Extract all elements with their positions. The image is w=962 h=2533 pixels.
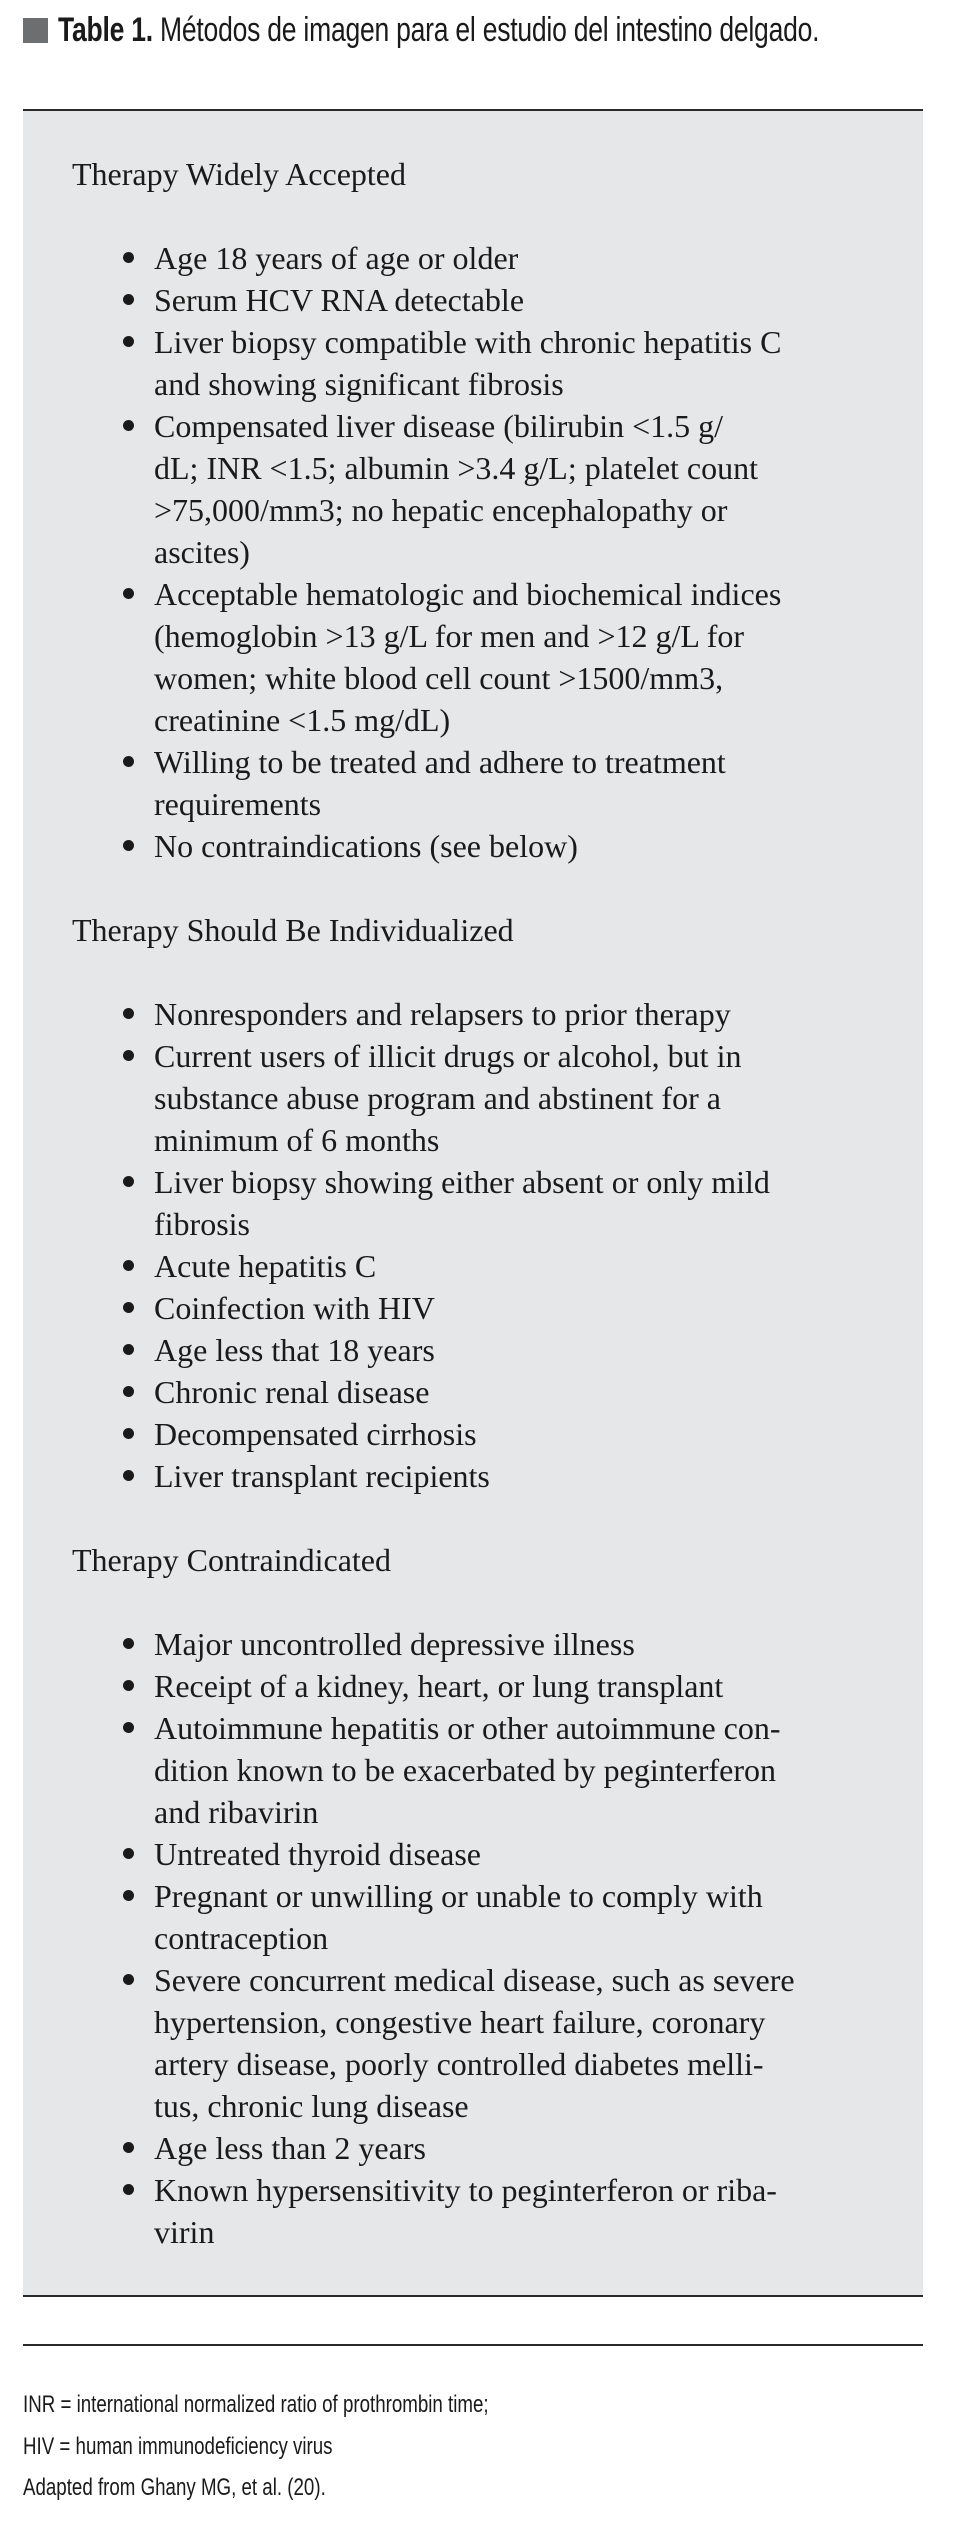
list-item-text: requirements [154,786,322,822]
list-item-text: Liver biopsy showing either absent or only mild [154,1164,770,1200]
bullet-icon [123,1890,134,1901]
bullet-icon [123,252,134,263]
list-item [72,1035,795,1161]
bullet-icon [123,1386,134,1397]
footnote-rule [23,2344,923,2346]
list-item-text: Acute hepatitis C [154,1248,377,1284]
bullet-icon [123,1302,134,1313]
table-title [23,10,962,50]
bullet-icon [123,1260,134,1271]
list-item [72,1665,795,1707]
bullet-icon [123,756,134,767]
bullet-list [72,1623,795,2253]
list-item-text: Current users of illicit drugs or alcohol, but in [154,1038,742,1074]
footnote-hiv: HIV = human immunodeficiency virus [23,2433,333,2460]
title-square-icon [23,18,48,43]
bullet-icon [123,1722,134,1733]
list-item-text: >75,000/mm3; no hepatic encephalopathy or [154,492,728,528]
list-item [72,1623,795,1665]
section-heading: Therapy Contraindicated [72,1542,391,1578]
list-item-text: (hemoglobin >13 g/L for men and >12 g/L for [154,618,745,654]
list-item [72,1245,795,1287]
list-item-text: Age less that 18 years [154,1332,435,1368]
list-item [72,825,795,867]
list-item-text: fibrosis [154,1206,250,1242]
list-item [72,573,795,741]
list-item-text: Known hypersensitivity to peginterferon or riba- [154,2172,777,2208]
list-item [72,1875,795,1959]
bullet-icon [123,1428,134,1439]
list-item [72,321,795,405]
table-caption: Métodos de imagen para el estudio del intestino delgado. [152,10,820,49]
list-item [72,1287,795,1329]
bullet-icon [123,588,134,599]
list-item-text: dition known to be exacerbated by peginterferon [154,1752,776,1788]
footnote-source: Adapted from Ghany MG, et al. (20). [23,2474,326,2501]
bullet-icon [123,336,134,347]
bullet-icon [123,1680,134,1691]
table-body [23,111,923,2296]
list-item-text: Liver biopsy compatible with chronic hepatitis C [154,324,782,360]
list-item [72,1161,795,1245]
bullet-icon [123,1008,134,1019]
list-item-text: Liver transplant recipients [154,1458,490,1494]
list-item-text: Nonresponders and relapsers to prior therapy [154,996,731,1032]
list-item [72,279,795,321]
bullet-icon [123,1974,134,1985]
list-item-text: creatinine <1.5 mg/dL) [154,702,451,738]
list-item [72,237,795,279]
bottom-rule [23,2295,923,2297]
list-item-text: Severe concurrent medical disease, such as severe [154,1962,795,1998]
list-item-text: tus, chronic lung disease [154,2088,469,2124]
list-item-text: Coinfection with HIV [154,1290,435,1326]
list-item-text: virin [154,2214,215,2250]
list-item [72,1833,795,1875]
table-label: Table 1. [58,10,153,49]
list-item [72,2127,795,2169]
bullet-icon [123,1344,134,1355]
title-text [58,11,819,50]
list-item-text: No contraindications (see below) [154,828,578,864]
section-heading: Therapy Should Be Individualized [72,912,514,948]
list-item [72,993,795,1035]
bullet-icon [123,2184,134,2195]
list-item [72,1455,795,1497]
bullet-icon [123,2142,134,2153]
section-heading: Therapy Widely Accepted [72,156,406,192]
list-item-text: Compensated liver disease (bilirubin <1.5 g/ [154,408,724,444]
list-item-text: women; white blood cell count >1500/mm3, [154,660,724,696]
bullet-icon [123,840,134,851]
list-item-text: dL; INR <1.5; albumin >3.4 g/L; platelet count [154,450,758,486]
table-content [72,153,795,2295]
bullet-icon [123,294,134,305]
list-item-text: hypertension, congestive heart failure, coronary [154,2004,766,2040]
list-item-text: Chronic renal disease [154,1374,430,1410]
list-item-text: artery disease, poorly controlled diabetes melli- [154,2046,764,2082]
list-item-text: Autoimmune hepatitis or other autoimmune con- [154,1710,781,1746]
bullet-icon [123,1638,134,1649]
list-item [72,741,795,825]
list-item [72,1959,795,2127]
list-item-text: and showing significant fibrosis [154,366,564,402]
bullet-icon [123,1848,134,1859]
list-item-text: substance abuse program and abstinent for a [154,1080,721,1116]
list-item-text: ascites) [154,534,250,570]
list-item-text: Willing to be treated and adhere to treatment [154,744,726,780]
list-item-text: Untreated thyroid disease [154,1836,481,1872]
list-item-text: and ribavirin [154,1794,319,1830]
footnote-inr: INR = international normalized ratio of prothrombin time; [23,2391,489,2418]
list-item-text: Age 18 years of age or older [154,240,519,276]
bullet-icon [123,1176,134,1187]
list-item [72,1329,795,1371]
bullet-list [72,237,795,867]
list-item-text: minimum of 6 months [154,1122,440,1158]
bullet-icon [123,420,134,431]
list-item-text: Pregnant or unwilling or unable to comply with [154,1878,763,1914]
list-item-text: contraception [154,1920,329,1956]
bullet-icon [123,1470,134,1481]
bullet-list [72,993,795,1497]
list-item-text: Receipt of a kidney, heart, or lung transplant [154,1668,724,1704]
list-item-text: Acceptable hematologic and biochemical indices [154,576,782,612]
list-item [72,1413,795,1455]
list-item-text: Major uncontrolled depressive illness [154,1626,635,1662]
list-item-text: Serum HCV RNA detectable [154,282,525,318]
list-item [72,2169,795,2253]
bullet-icon [123,1050,134,1061]
list-item [72,1371,795,1413]
list-item [72,405,795,573]
list-item-text: Decompensated cirrhosis [154,1416,477,1452]
list-item-text: Age less than 2 years [154,2130,426,2166]
list-item [72,1707,795,1833]
